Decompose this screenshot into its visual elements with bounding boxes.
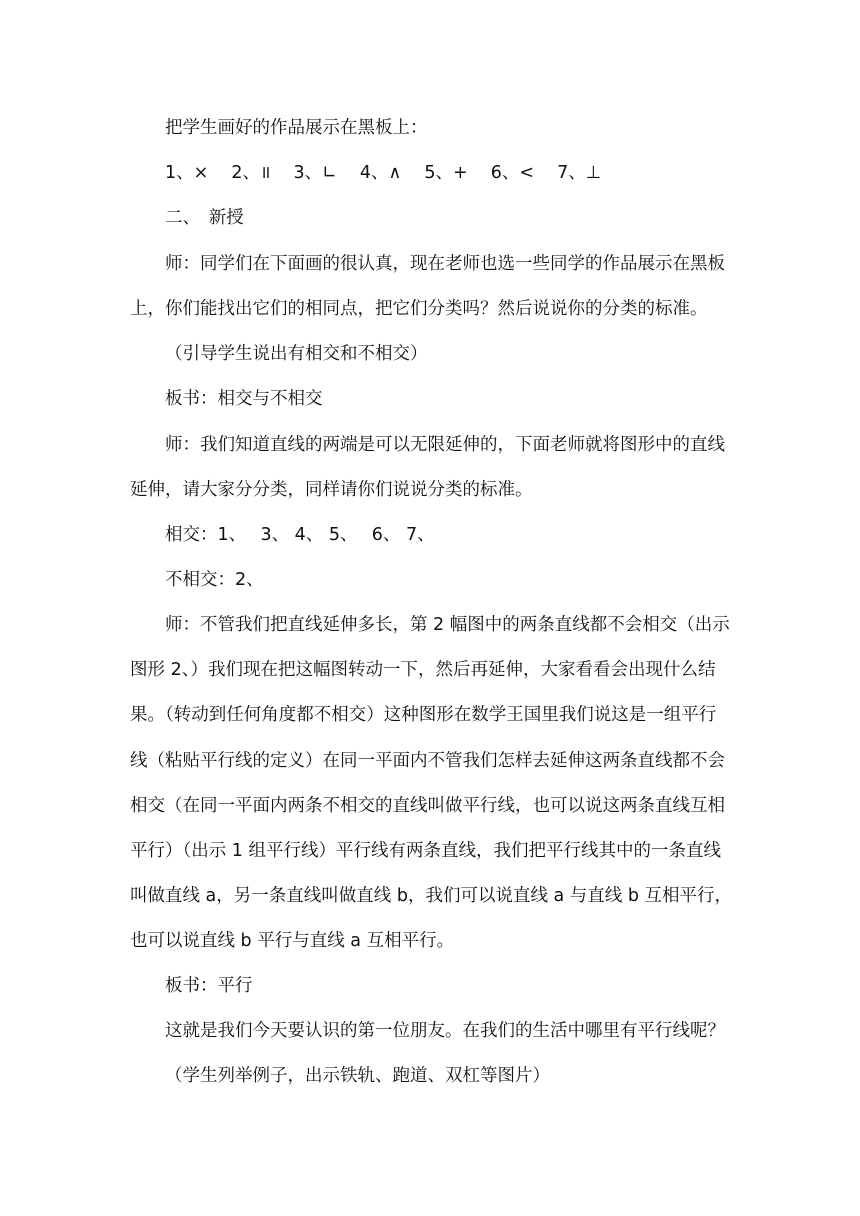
board-writing: 板书：相交与不相交 (165, 389, 323, 409)
paragraph-line: 上，你们能找出它们的相同点，把它们分类吗？然后说说你的分类的标准。 (130, 299, 708, 319)
paragraph-note: （学生列举例子，出示铁轨、跑道、双杠等图片） (165, 1066, 550, 1086)
section-heading: 二、 新授 (165, 208, 244, 228)
paragraph-line: 相交（在同一平面内两条不相交的直线叫做平行线，也可以说这两条直线互相 (130, 796, 725, 816)
intersect-list: 相交：1、 3、 4、 5、 6、 7、 (165, 525, 435, 545)
paragraph-line: 叫做直线 a，另一条直线叫做直线 b，我们可以说直线 a 与直线 b 互相平行， (130, 886, 733, 906)
paragraph-line: 平行）（出示 1 组平行线）平行线有两条直线，我们把平行线其中的一条直线 (130, 841, 722, 861)
board-writing: 板书：平行 (165, 976, 253, 996)
paragraph-intro: 把学生画好的作品展示在黑板上： (165, 118, 428, 138)
paragraph-line: 线（粘贴平行线的定义）在同一平面内不管我们怎样去延伸这两条直线都不会 (130, 751, 725, 771)
paragraph-line: 师：不管我们把直线延伸多长，第 2 幅图中的两条直线都不会相交（出示 (165, 615, 730, 635)
paragraph-line: 也可以说直线 b 平行与直线 a 互相平行。 (130, 931, 455, 951)
paragraph-line: 师：同学们在下面画的很认真，现在老师也选一些同学的作品展示在黑板 (165, 254, 725, 274)
paragraph-line: 图形 2、）我们现在把这幅图转动一下，然后再延伸，大家看看会出现什么结 (130, 660, 716, 680)
symbol-list: 1、× 2、॥ 3、∟ 4、∧ 5、+ 6、< 7、⊥ (165, 163, 602, 183)
non-intersect-list: 不相交：2、 (165, 570, 264, 590)
paragraph-line: 这就是我们今天要认识的第一位朋友。在我们的生活中哪里有平行线呢？ (165, 1021, 725, 1041)
paragraph-line: 延伸，请大家分分类，同样请你们说说分类的标准。 (130, 480, 533, 500)
paragraph-note: （引导学生说出有相交和不相交） (165, 344, 428, 364)
paragraph-line: 师：我们知道直线的两端是可以无限延伸的，下面老师就将图形中的直线 (165, 435, 725, 455)
paragraph-line: 果。（转动到任何角度都不相交）这种图形在数学王国里我们说这是一组平行 (130, 705, 717, 725)
